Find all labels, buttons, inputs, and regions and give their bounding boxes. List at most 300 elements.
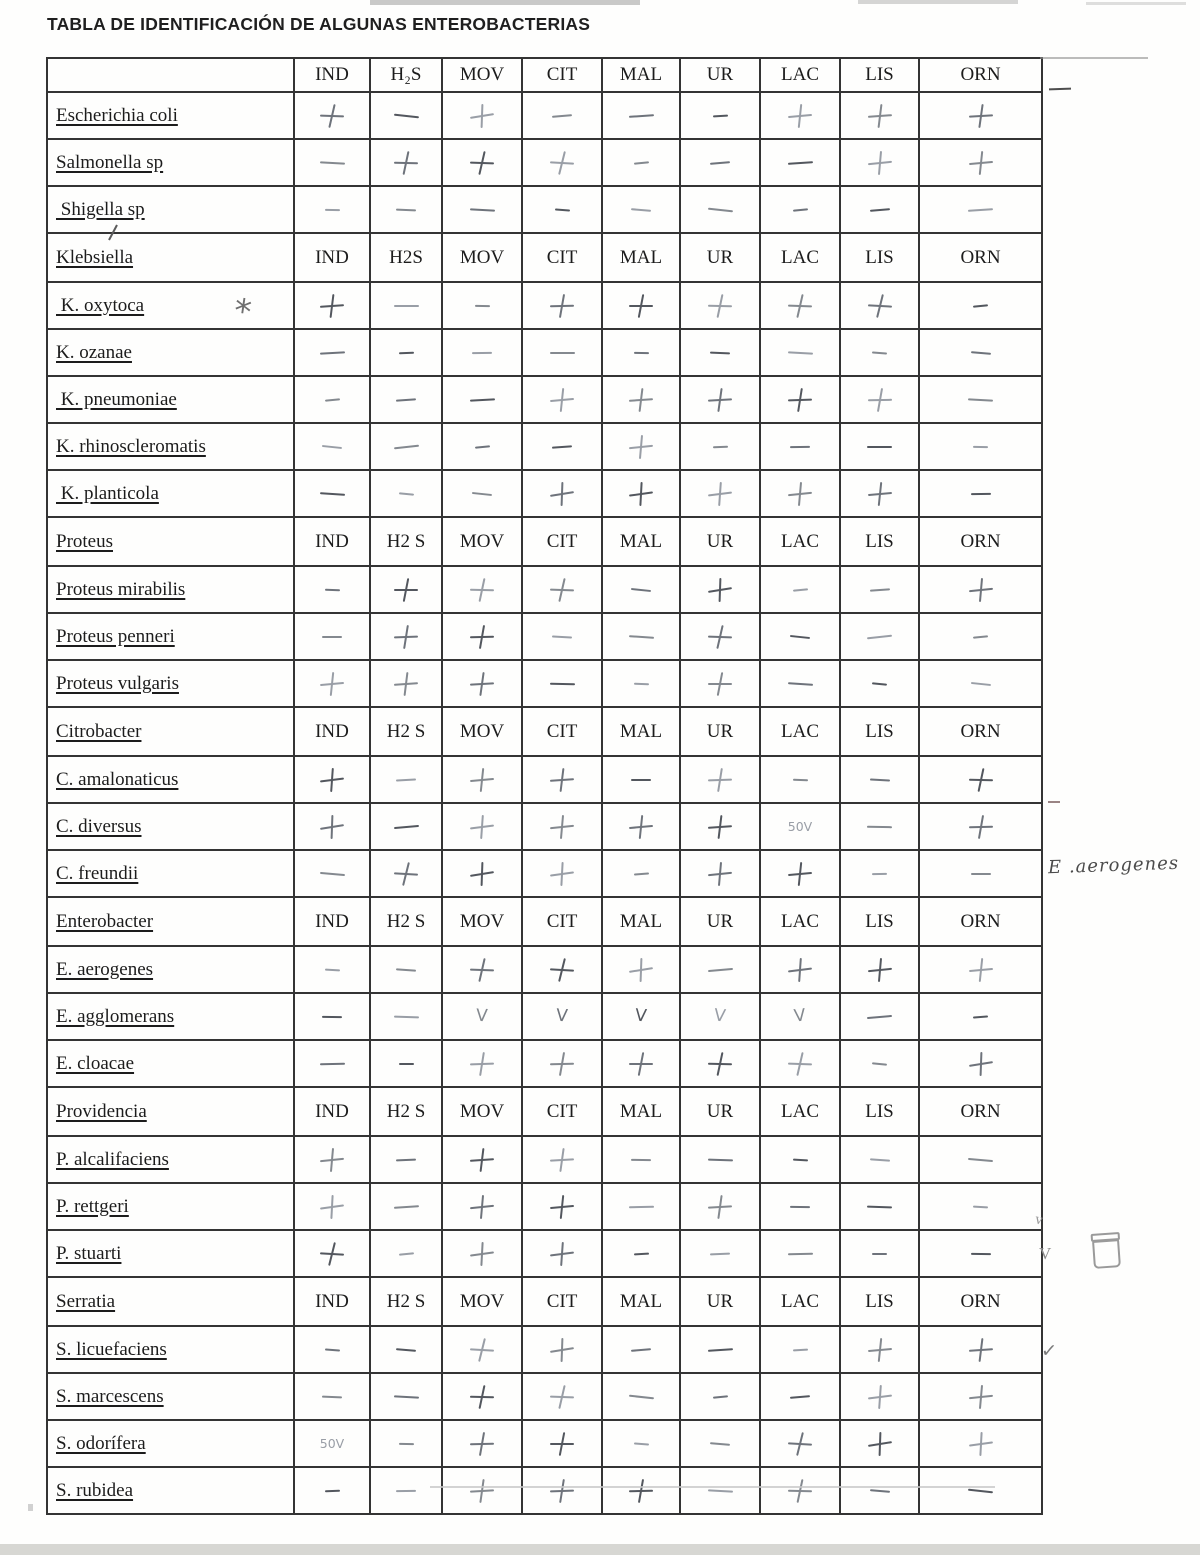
result-cell (919, 613, 1042, 660)
result-cell (294, 566, 370, 613)
result-cell (522, 1420, 602, 1467)
result-cell (840, 186, 919, 233)
result-cell (294, 993, 370, 1040)
minus-mark (867, 826, 892, 828)
minus-mark (399, 1063, 414, 1065)
row-label: E. agglomerans (56, 1005, 175, 1027)
result-cell (294, 282, 370, 329)
minus-mark (968, 1158, 993, 1162)
result-cell (522, 566, 602, 613)
header-row (47, 707, 1042, 756)
plus-mark (549, 386, 576, 413)
plus-mark (866, 1383, 894, 1411)
column-header: LAC (760, 58, 840, 92)
result-cell (370, 1467, 442, 1514)
minus-mark (324, 209, 339, 211)
minus-mark (552, 635, 572, 638)
minus-mark (872, 682, 887, 685)
row-label-cell (47, 1467, 294, 1514)
plus-mark (318, 101, 346, 129)
result-cell (370, 850, 442, 897)
plus-mark (627, 479, 655, 507)
column-header: LAC (760, 897, 840, 946)
minus-mark (792, 779, 807, 782)
minus-mark (872, 1062, 887, 1066)
result-cell (442, 470, 522, 517)
row-label-cell (47, 376, 294, 423)
plus-mark (548, 148, 577, 177)
plus-mark (392, 149, 420, 177)
result-cell (442, 423, 522, 470)
result-cell (602, 139, 680, 186)
minus-mark (469, 398, 494, 401)
minus-mark (631, 1159, 651, 1161)
result-cell (522, 1326, 602, 1373)
row-label-cell (47, 92, 294, 139)
table-row (47, 329, 1042, 376)
minus-mark (712, 1395, 727, 1399)
table-row (47, 850, 1042, 897)
row-label: Citrobacter (56, 720, 142, 742)
column-header: CIT (522, 1277, 602, 1326)
variable-mark: V (793, 1004, 807, 1027)
plus-mark (787, 860, 814, 887)
row-label: P. stuarti (56, 1242, 122, 1264)
minus-mark (973, 304, 988, 308)
row-label-cell (47, 139, 294, 186)
result-cell (442, 756, 522, 803)
plus-mark (967, 813, 994, 840)
row-label: S. odorífera (56, 1432, 146, 1454)
result-cell (919, 1326, 1042, 1373)
plus-mark (866, 1336, 893, 1363)
result-cell (760, 803, 840, 850)
result-cell (370, 423, 442, 470)
result-cell (294, 1230, 370, 1277)
fifty-percent-variable-mark: 50V (787, 818, 813, 834)
result-cell (919, 1420, 1042, 1467)
plus-mark (787, 386, 813, 412)
plus-mark (967, 576, 994, 603)
result-cell (522, 1467, 602, 1514)
result-cell (370, 1040, 442, 1087)
minus-mark (867, 446, 892, 448)
plus-mark (469, 671, 495, 697)
row-label-cell (47, 613, 294, 660)
row-label-cell (47, 1373, 294, 1420)
minus-mark (324, 589, 339, 592)
result-cell (760, 1373, 840, 1420)
row-label: Proteus penneri (56, 625, 175, 647)
minus-mark (787, 351, 812, 354)
result-cell (442, 139, 522, 186)
minus-mark (792, 588, 807, 591)
column-header: MAL (602, 233, 680, 282)
column-header: IND (294, 707, 370, 756)
result-cell (919, 470, 1042, 517)
minus-mark (633, 683, 648, 686)
result-cell (680, 803, 760, 850)
row-label-cell (47, 233, 294, 282)
plus-mark (706, 622, 734, 650)
minus-mark (707, 208, 732, 213)
minus-mark (396, 208, 416, 211)
column-header: LAC (760, 517, 840, 566)
column-header: MOV (442, 1087, 522, 1136)
row-label: Enterobacter (56, 910, 154, 932)
result-cell (680, 1467, 760, 1514)
header-row (47, 58, 1042, 92)
result-cell (760, 1040, 840, 1087)
result-cell (840, 1136, 919, 1183)
row-label-cell (47, 423, 294, 470)
column-header: UR (680, 1087, 760, 1136)
minus-mark (790, 1395, 810, 1399)
result-cell (294, 186, 370, 233)
plus-mark (469, 623, 496, 650)
column-header: UR (680, 517, 760, 566)
result-cell (919, 329, 1042, 376)
row-label: P. rettgeri (56, 1195, 129, 1217)
result-cell (370, 946, 442, 993)
result-cell (370, 1183, 442, 1230)
column-header: LIS (840, 707, 919, 756)
minus-mark (787, 161, 812, 165)
result-cell (840, 1420, 919, 1467)
plus-mark (968, 103, 994, 129)
minus-mark (628, 1206, 653, 1208)
row-label-cell (47, 803, 294, 850)
plus-mark (318, 812, 347, 841)
plus-mark (628, 1477, 655, 1504)
plus-mark (627, 955, 656, 984)
plus-mark (866, 149, 893, 176)
column-header: MAL (602, 1087, 680, 1136)
result-cell (919, 1230, 1042, 1277)
column-header: LIS (840, 58, 919, 92)
result-cell (840, 470, 919, 517)
minus-mark (628, 635, 653, 639)
minus-mark (633, 161, 648, 165)
minus-mark (872, 873, 887, 875)
result-cell (294, 376, 370, 423)
result-cell (919, 1136, 1042, 1183)
minus-mark (792, 1158, 807, 1161)
result-cell (840, 850, 919, 897)
row-label-cell (47, 282, 294, 329)
identification-table (46, 57, 1043, 1515)
minus-mark (319, 492, 344, 496)
plus-mark (393, 670, 419, 696)
column-header: H2 S (370, 897, 442, 946)
plus-mark (469, 766, 496, 793)
minus-mark (631, 1348, 651, 1352)
minus-mark (322, 636, 342, 638)
table-row (47, 1326, 1042, 1373)
minus-mark (712, 114, 727, 117)
column-header: MAL (602, 707, 680, 756)
row-label-cell (47, 1136, 294, 1183)
plus-mark (786, 291, 814, 319)
minus-mark (472, 352, 492, 354)
minus-mark (396, 1490, 416, 1492)
plus-mark (548, 1430, 575, 1457)
minus-mark (968, 1489, 993, 1494)
column-header: IND (294, 1277, 370, 1326)
result-cell (442, 803, 522, 850)
minus-mark (973, 1015, 988, 1018)
column-header: MAL (602, 1277, 680, 1326)
result-cell (919, 376, 1042, 423)
result-cell (294, 92, 370, 139)
plus-mark (318, 1239, 347, 1268)
result-cell (522, 470, 602, 517)
result-cell (680, 92, 760, 139)
result-cell (442, 1183, 522, 1230)
result-cell (840, 376, 919, 423)
plus-mark (468, 859, 497, 888)
result-cell (370, 1420, 442, 1467)
pencil-dash-mark (1049, 88, 1071, 91)
result-cell (760, 850, 840, 897)
plus-mark (469, 1146, 495, 1172)
result-cell (294, 803, 370, 850)
table-row (47, 756, 1042, 803)
plus-mark (468, 813, 496, 841)
minus-mark (867, 1015, 892, 1019)
row-label: Proteus mirabilis (56, 578, 186, 600)
result-cell (760, 1230, 840, 1277)
minus-mark (398, 1252, 413, 1256)
result-cell (294, 329, 370, 376)
plus-mark (548, 955, 577, 984)
result-cell (840, 1373, 919, 1420)
result-cell (680, 1040, 760, 1087)
minus-mark (968, 398, 993, 401)
minus-mark (790, 446, 810, 448)
scan-edge-artifact (1086, 2, 1186, 5)
result-cell (760, 756, 840, 803)
result-cell (602, 376, 680, 423)
result-cell (840, 282, 919, 329)
minus-mark (869, 1158, 889, 1161)
result-cell (680, 946, 760, 993)
result-cell (760, 1136, 840, 1183)
result-cell (919, 1467, 1042, 1514)
checkmark-annotation: V (1039, 1244, 1052, 1263)
minus-mark (792, 1348, 807, 1351)
plus-mark (469, 1478, 495, 1504)
result-cell (522, 803, 602, 850)
plus-mark (787, 102, 814, 129)
result-cell (680, 993, 760, 1040)
column-header: LAC (760, 707, 840, 756)
result-cell (602, 1467, 680, 1514)
result-cell (522, 613, 602, 660)
result-cell (370, 660, 442, 707)
minus-mark (970, 682, 990, 686)
result-cell (680, 1230, 760, 1277)
plus-mark (706, 480, 734, 508)
column-header: LAC (760, 1277, 840, 1326)
column-header: UR (680, 897, 760, 946)
minus-mark (398, 1443, 413, 1445)
result-cell (760, 1467, 840, 1514)
result-cell (294, 660, 370, 707)
result-cell (294, 946, 370, 993)
table-row (47, 613, 1042, 660)
minus-mark (474, 305, 489, 307)
column-header: MOV (442, 897, 522, 946)
minus-mark (554, 208, 569, 211)
column-header: CIT (522, 897, 602, 946)
column-header: MAL (602, 517, 680, 566)
plus-mark (866, 102, 892, 128)
column-header: MOV (442, 707, 522, 756)
minus-mark (710, 161, 730, 165)
column-header: H2S (370, 233, 442, 282)
column-header: H₂S (370, 58, 442, 92)
row-label: Klebsiella (56, 246, 134, 268)
minus-mark (322, 1395, 342, 1398)
result-cell (680, 282, 760, 329)
result-cell (522, 92, 602, 139)
result-cell (840, 613, 919, 660)
column-header: IND (294, 1087, 370, 1136)
result-cell (370, 1373, 442, 1420)
minus-mark (393, 1205, 418, 1209)
minus-mark (867, 1205, 892, 1208)
plus-mark (707, 766, 733, 792)
result-cell (294, 1183, 370, 1230)
result-cell (760, 1326, 840, 1373)
table-row (47, 1373, 1042, 1420)
row-label-cell (47, 946, 294, 993)
result-cell (294, 1373, 370, 1420)
result-cell (680, 756, 760, 803)
result-cell (680, 470, 760, 517)
result-cell (760, 423, 840, 470)
result-cell (442, 613, 522, 660)
result-cell (840, 803, 919, 850)
table-row (47, 803, 1042, 850)
plus-mark (866, 956, 893, 983)
result-cell (919, 566, 1042, 613)
result-cell (840, 660, 919, 707)
result-cell (840, 1326, 919, 1373)
row-label-cell (47, 186, 294, 233)
row-label: C. amalonaticus (56, 768, 179, 790)
plus-mark (628, 386, 654, 412)
plus-mark (392, 859, 421, 888)
column-header: LAC (760, 233, 840, 282)
minus-mark (631, 588, 651, 592)
plus-mark (468, 101, 497, 130)
result-cell (602, 803, 680, 850)
result-cell (442, 1420, 522, 1467)
table-row (47, 660, 1042, 707)
column-header: H2 S (370, 517, 442, 566)
plus-mark (627, 433, 654, 460)
result-cell (522, 756, 602, 803)
result-cell (602, 1230, 680, 1277)
result-cell (522, 1040, 602, 1087)
minus-mark (393, 1395, 418, 1398)
plus-mark (707, 1194, 733, 1220)
minus-mark (396, 778, 416, 781)
result-cell (522, 1183, 602, 1230)
row-label: K. pneumoniae (56, 388, 177, 410)
row-label-cell (47, 329, 294, 376)
result-cell (680, 1326, 760, 1373)
column-header: MAL (602, 897, 680, 946)
minus-mark (322, 445, 342, 449)
minus-mark (869, 208, 889, 212)
result-cell (760, 946, 840, 993)
result-cell (919, 1183, 1045, 1230)
row-label: E. cloacae (56, 1052, 135, 1074)
result-cell (840, 993, 919, 1040)
scan-edge-artifact (858, 0, 1018, 4)
minus-mark (872, 1253, 887, 1255)
minus-mark (710, 1252, 730, 1255)
row-label: Shigella sp (56, 198, 145, 220)
result-cell (370, 376, 442, 423)
column-header: IND (294, 233, 370, 282)
header-row (47, 233, 1042, 282)
column-header: LAC (760, 1087, 840, 1136)
plus-mark (865, 291, 894, 320)
row-label: S. rubidea (56, 1479, 134, 1501)
result-cell (840, 946, 919, 993)
header-row (47, 897, 1042, 946)
result-cell (680, 566, 760, 613)
plus-mark (549, 1477, 575, 1503)
result-cell (522, 186, 602, 233)
result-cell (760, 186, 840, 233)
column-header: LIS (840, 517, 919, 566)
result-cell (602, 470, 680, 517)
minus-mark (469, 208, 494, 211)
plus-mark (966, 1049, 995, 1078)
table-row (47, 470, 1042, 517)
plus-mark (549, 766, 575, 792)
result-cell (602, 566, 680, 613)
result-cell (760, 470, 840, 517)
minus-mark (971, 873, 991, 875)
result-cell (840, 1230, 919, 1277)
row-label-cell (47, 566, 294, 613)
result-cell (760, 613, 840, 660)
result-cell (442, 993, 522, 1040)
result-cell (602, 1136, 680, 1183)
row-label-cell (47, 470, 294, 517)
plus-mark (393, 623, 419, 649)
minus-mark (707, 1158, 732, 1161)
minus-mark (319, 872, 344, 876)
minus-mark (633, 352, 648, 354)
result-cell (370, 470, 442, 517)
result-cell (370, 613, 442, 660)
plus-mark (967, 1336, 993, 1362)
result-cell (602, 756, 680, 803)
result-cell (602, 613, 680, 660)
plus-mark (966, 1429, 994, 1457)
minus-mark (633, 872, 648, 875)
plus-mark (319, 292, 345, 318)
minus-mark (867, 635, 892, 640)
plus-mark (967, 1383, 994, 1410)
